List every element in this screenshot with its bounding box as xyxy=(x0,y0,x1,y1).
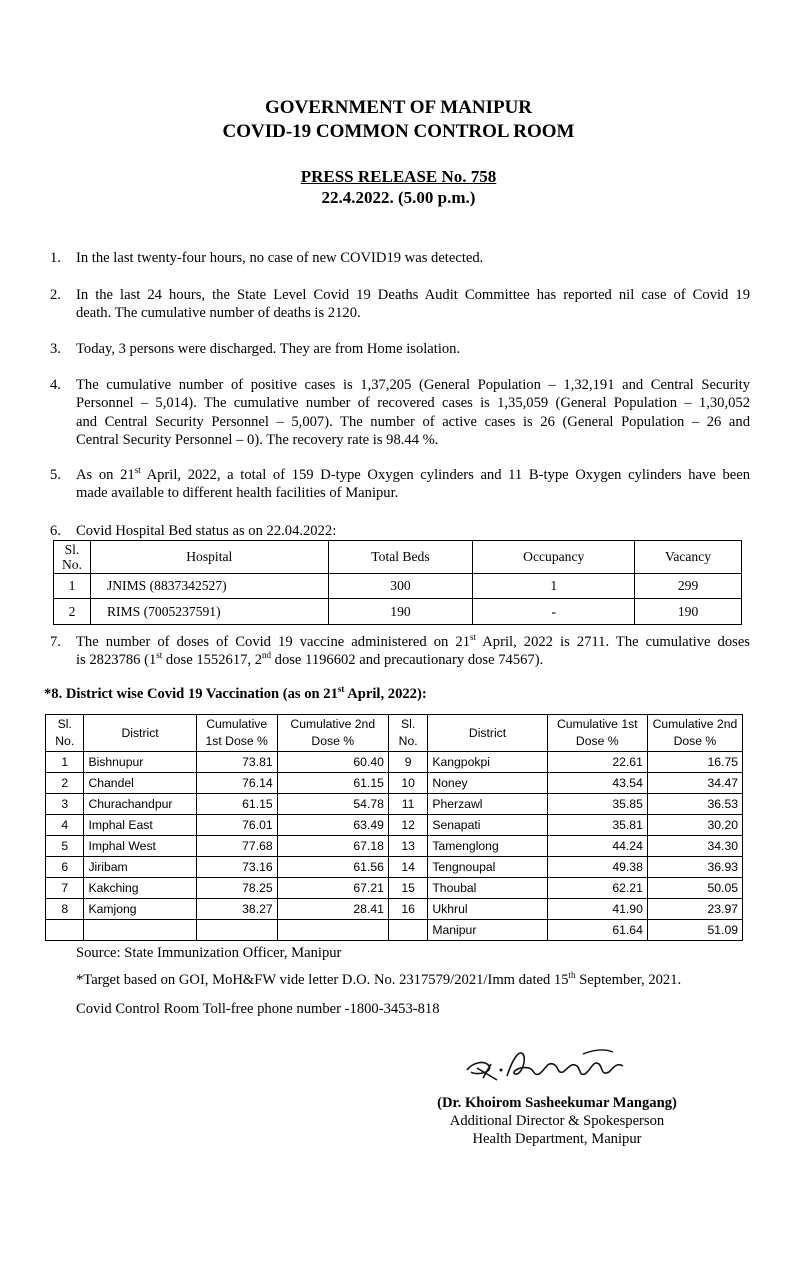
column-header: Cumulative 2nd Dose % xyxy=(277,715,388,752)
item-4 xyxy=(50,376,750,449)
column-header: Total Beds xyxy=(328,541,473,574)
column-header: Occupancy xyxy=(473,541,635,574)
signatory-title: Additional Director & Spokesperson xyxy=(449,1113,665,1129)
item-2 xyxy=(50,286,750,323)
item-number: 3. xyxy=(50,341,61,357)
column-header: Sl. No. xyxy=(54,541,91,574)
item-number: 6. xyxy=(50,523,61,539)
table-row: 7 Kakching 78.25 67.21 15 Thoubal 62.21 50.05 xyxy=(46,878,743,899)
table-row: 1 JNIMS (8837342527) 300 1 299 xyxy=(54,574,742,599)
gov-title: GOVERNMENT OF MANIPUR xyxy=(264,97,533,118)
table-header-row xyxy=(54,541,742,574)
item-text: The number of doses of Covid 19 vaccine administered on 21st April, 2022 is 2711. The cumulative doses xyxy=(76,632,750,650)
column-header: District xyxy=(428,715,547,752)
table-header-row xyxy=(46,715,743,752)
control-room-title: COVID-19 COMMON CONTROL ROOM xyxy=(222,121,575,142)
press-release-number: PRESS RELEASE No. 758 xyxy=(300,167,497,186)
item-number: 1. xyxy=(50,250,61,266)
item-text: is 2823786 (1st dose 1552617, 2nd dose 1196602 and precautionary dose 74567). xyxy=(76,650,544,669)
item-text: death. The cumulative number of deaths is 2120. xyxy=(76,305,361,322)
item-text: Covid Hospital Bed status as on 22.04.2022: xyxy=(76,523,337,539)
press-release-date: 22.4.2022. (5.00 p.m.) xyxy=(321,188,476,207)
item-text: The cumulative number of positive cases is 1,37,205 (General Population – 1,32,191 and Central Security xyxy=(76,377,750,393)
table-row: 8 Kamjong 38.27 28.41 16 Ukhrul 41.90 23.97 xyxy=(46,899,743,920)
table-row: 4 Imphal East 76.01 63.49 12 Senapati 35.81 30.20 xyxy=(46,815,743,836)
item-number: 5. xyxy=(50,467,61,483)
table-row: 6 Jiribam 73.16 61.56 14 Tengnoupal 49.38 36.93 xyxy=(46,857,743,878)
item-3 xyxy=(50,340,750,358)
item-text: Central Security Personnel – 0). The recovery rate is 98.44 %. xyxy=(76,431,439,448)
table-row: 1 Bishnupur 73.81 60.40 9 Kangpokpi 22.61 16.75 xyxy=(46,752,743,773)
item-text: made available to different health facilities of Manipur. xyxy=(76,485,399,502)
item-text: In the last 24 hours, the State Level Covid 19 Deaths Audit Committee has reported nil case of Covid 19 xyxy=(76,287,750,303)
item-number: 7. xyxy=(50,634,61,650)
item-text: Today, 3 persons were discharged. They are from Home isolation. xyxy=(76,341,461,357)
table-row-total: Manipur 61.64 51.09 xyxy=(46,920,743,941)
column-header: Hospital xyxy=(90,541,328,574)
item-number: 4. xyxy=(50,377,61,393)
column-header: Cumulative 2nd Dose % xyxy=(647,715,742,752)
table-row: 5 Imphal West 77.68 67.18 13 Tamenglong 44.24 34.30 xyxy=(46,836,743,857)
target-note: *Target based on GOI, MoH&FW vide letter D.O. No. 2317579/2021/Imm dated 15th September, 2021. xyxy=(76,970,682,988)
item-text: Personnel – 5,014). The cumulative number of recovered cases is 1,35,059 (General Population – 1,30,052 xyxy=(76,395,750,412)
column-header: Vacancy xyxy=(635,541,742,574)
column-header: Cumulative 1st Dose % xyxy=(196,715,277,752)
table-row: 3 Churachandpur 61.15 54.78 11 Pherzawl 35.85 36.53 xyxy=(46,794,743,815)
item-text: As on 21st April, 2022, a total of 159 D-type Oxygen cylinders and 11 B-type Oxygen cylinders have been xyxy=(76,465,750,483)
table-row: 2 RIMS (7005237591) 190 - 190 xyxy=(54,599,742,625)
item-6 xyxy=(50,522,750,540)
column-header: Sl. No. xyxy=(46,715,84,752)
item-number: 2. xyxy=(50,287,61,303)
item-5 xyxy=(50,466,750,503)
item-7 xyxy=(50,633,750,670)
column-header: District xyxy=(84,715,196,752)
signatory-name: (Dr. Khoirom Sasheekumar Mangang) xyxy=(437,1095,677,1111)
signature-image xyxy=(463,1040,633,1086)
item-text: In the last twenty-four hours, no case of new COVID19 was detected. xyxy=(76,250,484,266)
signatory-department: Health Department, Manipur xyxy=(472,1131,642,1147)
source-note: Source: State Immunization Officer, Manipur xyxy=(76,945,342,961)
column-header: Cumulative 1st Dose % xyxy=(547,715,647,752)
vaccination-table xyxy=(45,714,743,941)
item-1 xyxy=(50,249,750,267)
column-header: Sl. No. xyxy=(388,715,427,752)
table-row: 2 Chandel 76.14 61.15 10 Noney 43.54 34.47 xyxy=(46,773,743,794)
item-text: and Central Security Personnel – 5,007). The number of active cases is 26 (General Population – 26 and xyxy=(76,413,750,430)
bed-status-table xyxy=(53,540,742,625)
tollfree-note: Covid Control Room Toll-free phone number -1800-3453-818 xyxy=(76,1001,440,1017)
section-8-heading: *8. District wise Covid 19 Vaccination (as on 21st April, 2022): xyxy=(44,684,427,702)
